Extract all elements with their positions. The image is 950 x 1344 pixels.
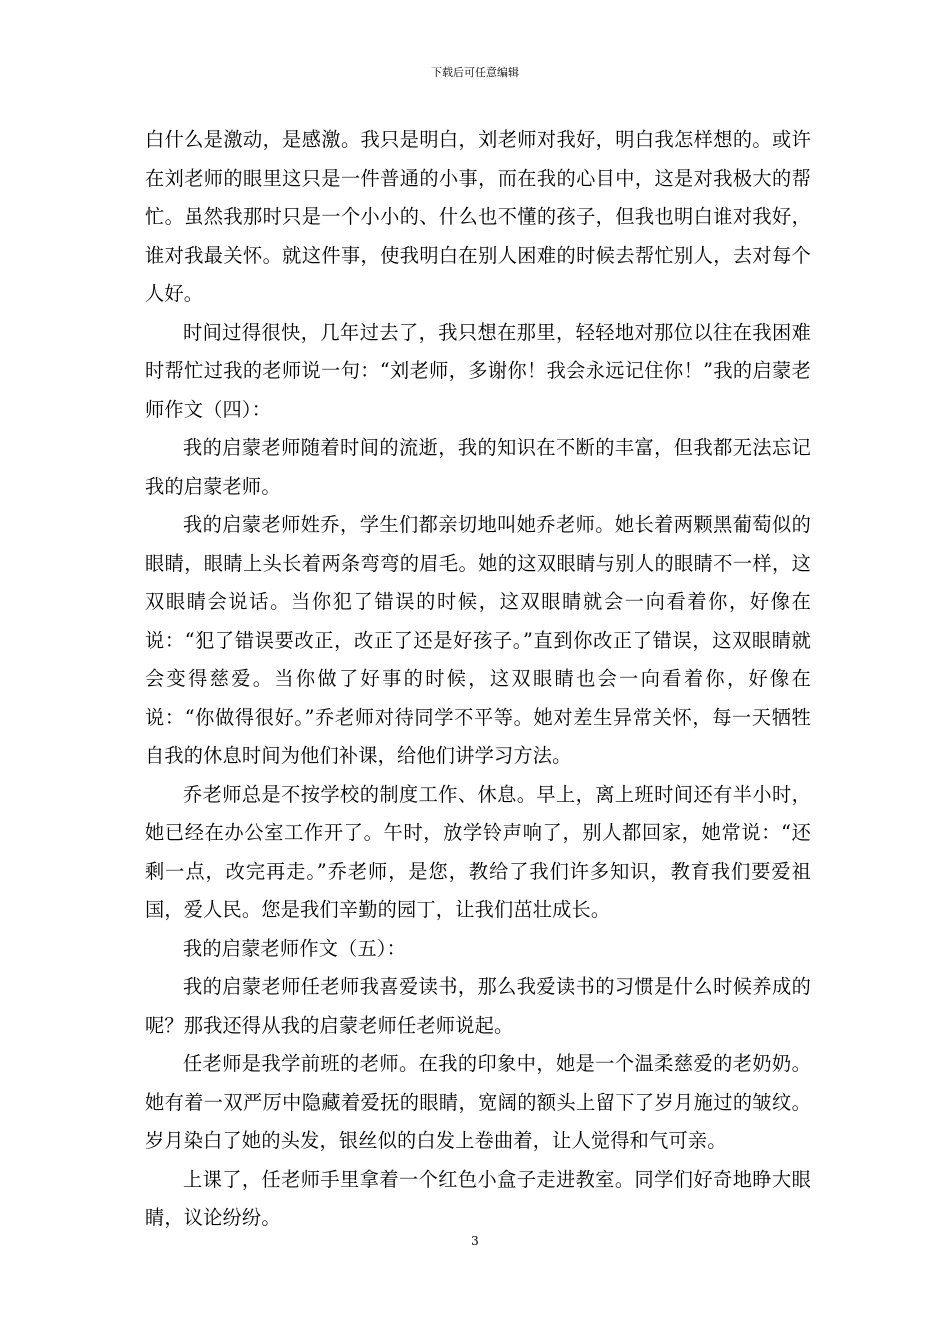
- paragraph: 上课了，任老师手里拿着一个红色小盒子走进教室。同学们好奇地睁大眼睛，议论纷纷。: [145, 1167, 811, 1229]
- paragraph: 乔老师总是不按学校的制度工作、休息。早上，离上班时间还有半小时，她已经在办公室工作开了。午时，放学铃声响了，别人都回家，她常说：“还剩一点，改完再走。”乔老师，是您，教给了我们许多知识，教育我们要爱祖国，爱人民。您是我们辛勤的园丁，让我们茁壮成长。: [145, 782, 811, 921]
- paragraph: 我的启蒙老师任老师我喜爱读书，那么我爱读书的习惯是什么时候养成的呢？那我还得从我的启蒙老师任老师说起。: [145, 975, 811, 1037]
- paragraph: 任老师是我学前班的老师。在我的印象中，她是一个温柔慈爱的老奶奶。她有着一双严厉中隐藏着爱抚的眼睛，宽阔的额头上留下了岁月施过的皱纹。岁月染白了她的头发，银丝似的白发上卷曲着，让人觉得和气可亲。: [145, 1052, 811, 1152]
- page-header: 下载后可任意编辑: [431, 66, 519, 79]
- paragraph: 我的启蒙老师随着时间的流逝，我的知识在不断的丰富，但我都无法忘记我的启蒙老师。: [145, 436, 811, 498]
- section-heading: 我的启蒙老师作文（五）：: [183, 936, 407, 960]
- paragraph: 我的启蒙老师姓乔，学生们都亲切地叫她乔老师。她长着两颗黑葡萄似的眼睛，眼睛上头长着两条弯弯的眉毛。她的这双眼睛与别人的眼睛不一样，这双眼睛会说话。当你犯了错误的时候，这双眼睛就会一向看着你，好像在说：“犯了错误要改正，改正了还是好孩子。”直到你改正了错误，这双眼睛就会变得慈爱。当你做了好事的时候，这双眼睛也会一向看着你，好像在说：“你做得很好。”乔老师对待同学不平等。她对差生异常关怀，每一天牺牲自我的休息时间为他们补课，给他们讲学习方法。: [145, 513, 811, 767]
- paragraph: 白什么是激动，是感激。我只是明白，刘老师对我好，明白我怎样想的。或许在刘老师的眼里这只是一件普通的小事，而在我的心目中，这是对我极大的帮忙。虽然我那时只是一个小小的、什么也不懂的孩子，但我也明白谁对我好，谁对我最关怀。就这件事，使我明白在别人困难的时候去帮忙别人，去对每个人好。: [145, 128, 811, 305]
- paragraph: 时间过得很快，几年过去了，我只想在那里，轻轻地对那位以往在我困难时帮忙过我的老师说一句：“刘老师，多谢你！我会永远记住你！”我的启蒙老师作文（四）：: [145, 320, 811, 421]
- document-body: [145, 121, 811, 1238]
- page-number: 3: [471, 1234, 479, 1248]
